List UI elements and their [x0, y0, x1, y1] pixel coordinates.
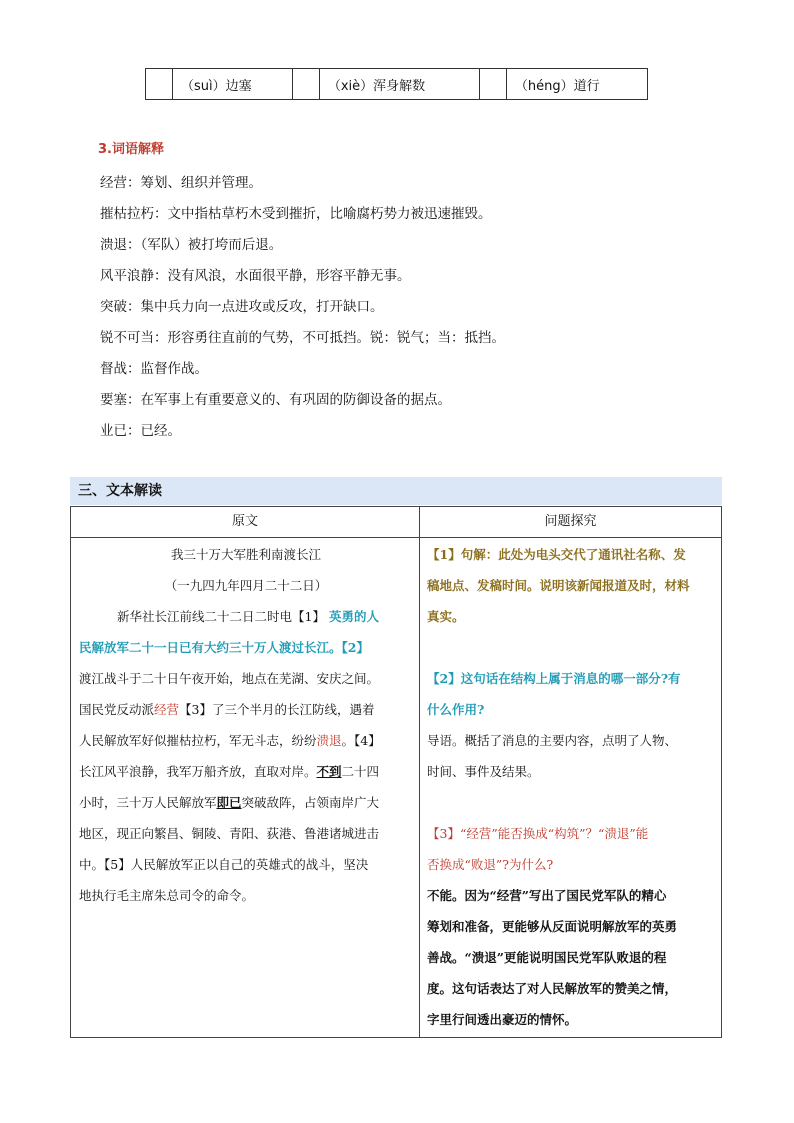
blank-cell	[479, 69, 506, 100]
text-span: 人民解放军好似摧枯拉朽，军无斗志，纷纷	[79, 733, 317, 748]
question-line: 否换成“败退”?为什么?	[427, 857, 554, 872]
article-date: （一九四九年四月二十二日）	[164, 578, 328, 593]
section-heading: 三、文本解读	[70, 477, 722, 505]
note-line: 【1】句解：此处为电头交代了通讯社名称、发	[427, 547, 686, 562]
vocab-item: 锐不可当：形容勇往直前的气势，不可抵挡。锐：锐气；当：抵挡。	[100, 330, 505, 346]
text-line	[79, 632, 413, 663]
text-line: 渡江战斗于二十日午夜开始，地点在芜湖、安庆之间。	[79, 671, 380, 686]
highlight-span: 英勇的人	[328, 609, 379, 624]
analysis-table	[70, 506, 722, 1038]
text-span: 长江风平浪静，我军万船齐放，直取对岸。	[79, 764, 317, 779]
vocab-item: 摧枯拉朽：文中指枯草朽木受到摧折，比喻腐朽势力被迅速摧毁。	[100, 206, 492, 222]
text-line: 中。【5】人民解放军正以自己的英雄式的战斗，坚决	[79, 857, 369, 872]
vocab-item: 督战：监督作战。	[100, 361, 208, 377]
text-span: 国民党反动派	[79, 702, 155, 717]
vocab-section-title: 3.词语解释	[98, 142, 164, 157]
vocab-item: 突破：集中兵力向一点进攻或反攻，打开缺口。	[100, 299, 384, 315]
answer-line: 时间、事件及结果。	[427, 764, 540, 779]
text-line	[79, 787, 413, 818]
pinyin-table	[145, 68, 648, 100]
highlight-span: 民解放军二十一日已有大约三十万人渡过长江。	[79, 640, 342, 655]
question-column	[427, 539, 717, 1035]
text-span: 新华社长江前线二十二日二时电【1】	[117, 609, 325, 624]
text-line	[79, 756, 413, 787]
vocab-item: 要塞：在军事上有重要意义的、有巩固的防御设备的据点。	[100, 392, 451, 408]
text-line	[79, 694, 413, 725]
answer-line: 字里行间透出豪迈的情怀。	[427, 1012, 578, 1027]
note-line: 稿地点、发稿时间。说明该新闻报道及时，材料	[427, 578, 690, 593]
text-line	[79, 601, 413, 632]
pinyin-cell: （suì）边塞	[173, 69, 293, 100]
header-question: 问题探究	[544, 514, 597, 529]
spacer	[427, 787, 717, 818]
answer-line: 筹划和准备，更能够从反面说明解放军的英勇	[427, 919, 678, 934]
text-span: 突破敌阵，占领南岸广大	[241, 795, 380, 810]
question-line: 什么作用?	[427, 702, 485, 717]
table-header-row	[71, 507, 721, 538]
note-line: 真实。	[427, 609, 465, 624]
vocab-item: 经营：筹划、组织并管理。	[100, 175, 262, 191]
text-span: 二十四	[341, 764, 380, 779]
answer-line: 不能。因为“经营”写出了国民党军队的精心	[427, 888, 667, 903]
pinyin-cell: （xiè）浑身解数	[319, 69, 479, 100]
pinyin-cell: （héng）道行	[506, 69, 647, 100]
underlined-span: 即已	[216, 795, 242, 810]
text-span: 【3】了三个半月的长江防线，遇着	[179, 702, 375, 717]
text-span: 小时，三十万人民解放军	[79, 795, 217, 810]
keyword-span: 溃退	[316, 733, 342, 748]
keyword-span: 经营	[154, 702, 180, 717]
vocab-list	[100, 168, 720, 447]
question-line: 【3】“经营”能否换成“构筑”？“溃退”能	[427, 826, 649, 841]
vocab-item: 溃退：（军队）被打垮而后退。	[100, 237, 283, 253]
text-line	[79, 725, 413, 756]
header-original-text: 原文	[231, 514, 258, 529]
blank-cell	[292, 69, 319, 100]
answer-line: 善战。“溃退”更能说明国民党军队败退的程	[427, 950, 667, 965]
original-text-column	[79, 539, 413, 911]
vocab-item: 业已：已经。	[100, 423, 181, 439]
article-title: 我三十万大军胜利南渡长江	[170, 547, 321, 562]
question-line: 【2】这句话在结构上属于消息的哪一部分?有	[427, 671, 681, 686]
underlined-span: 不到	[316, 764, 342, 779]
vocab-item: 风平浪静：没有风浪，水面很平静，形容平静无事。	[100, 268, 411, 284]
answer-line: 导语。概括了消息的主要内容，点明了人物、	[427, 733, 678, 748]
column-divider	[419, 507, 420, 1037]
spacer	[427, 632, 717, 663]
marker-span: 【2】	[341, 640, 369, 655]
blank-cell	[146, 69, 173, 100]
answer-line: 度。这句话表达了对人民解放军的赞美之情，	[427, 981, 678, 996]
text-line: 地执行毛主席朱总司令的命令。	[79, 888, 255, 903]
text-line: 地区，现正向繁昌、铜陵、青阳、荻港、鲁港诸城进击	[79, 826, 380, 841]
text-span: 。【4】	[341, 733, 381, 748]
